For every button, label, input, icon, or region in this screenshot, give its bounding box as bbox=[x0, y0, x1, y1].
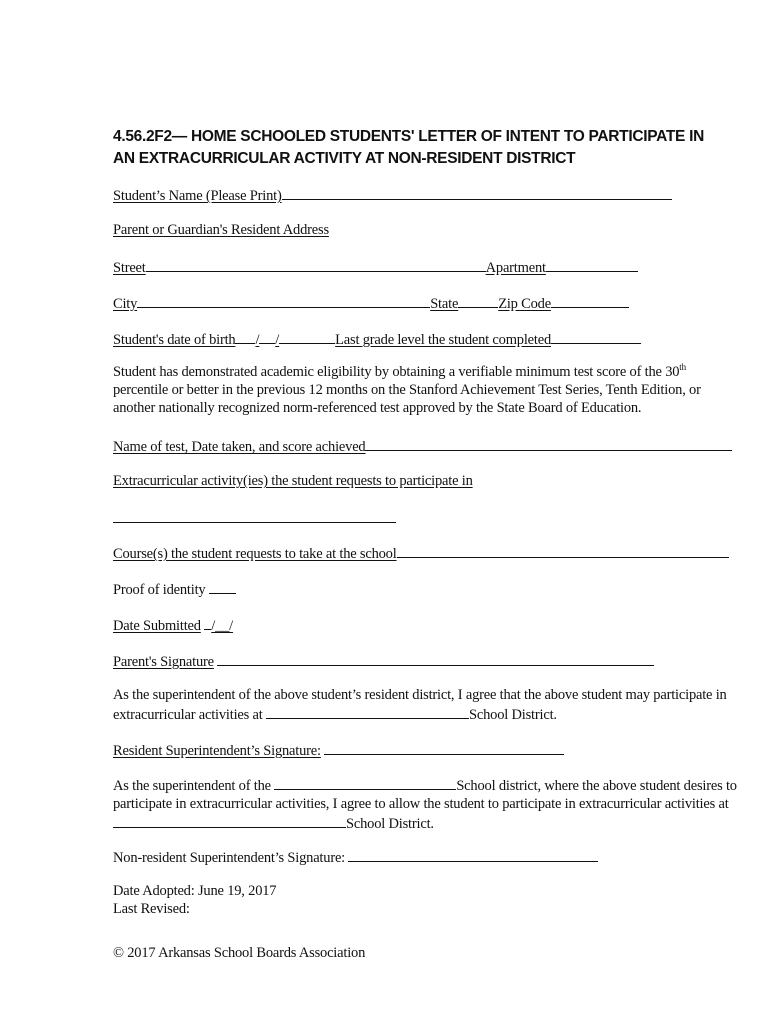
proof-label: Proof of identity bbox=[113, 582, 206, 598]
city-label: City bbox=[113, 296, 138, 312]
last-revised: Last Revised: bbox=[113, 901, 190, 917]
resident-agreement-text-2: School District. bbox=[469, 707, 557, 723]
dob-month-field[interactable] bbox=[235, 329, 255, 344]
nonresident-agreement-text-1: As the superintendent of the bbox=[113, 778, 275, 794]
student-name-field[interactable] bbox=[282, 185, 672, 200]
courses-field[interactable] bbox=[397, 543, 729, 558]
courses-label: Course(s) the student requests to take at the school bbox=[113, 546, 397, 562]
date-submitted-separators: /__/ bbox=[211, 618, 234, 634]
state-field[interactable] bbox=[458, 293, 498, 308]
date-submitted-row bbox=[113, 615, 233, 635]
street-field[interactable] bbox=[146, 257, 486, 272]
activities-label: Extracurricular activity(ies) the student requests to participate in bbox=[113, 473, 473, 489]
parent-signature-label: Parent's Signature bbox=[113, 654, 214, 670]
dob-day-field[interactable] bbox=[259, 329, 275, 344]
eligibility-paragraph bbox=[113, 363, 743, 417]
date-submitted-label: Date Submitted bbox=[113, 618, 201, 634]
test-info-label: Name of test, Date taken, and score achieved bbox=[113, 439, 366, 455]
city-field[interactable] bbox=[137, 293, 430, 308]
nonresident-agreement-paragraph bbox=[113, 775, 743, 833]
eligibility-superscript: th bbox=[679, 362, 686, 373]
activities-field[interactable] bbox=[113, 508, 396, 523]
apartment-field[interactable] bbox=[546, 257, 638, 272]
state-label: State bbox=[430, 296, 459, 312]
last-grade-field[interactable] bbox=[551, 329, 641, 344]
activities-blank-row bbox=[113, 508, 396, 528]
dob-separator-2: / bbox=[275, 332, 280, 348]
dob-year-field[interactable] bbox=[279, 329, 335, 344]
nonresident-district-field-1[interactable] bbox=[274, 775, 456, 790]
copyright-notice: © 2017 Arkansas School Boards Association bbox=[113, 945, 366, 961]
dob-label: Student's date of birth bbox=[113, 332, 236, 348]
street-label: Street bbox=[113, 260, 146, 276]
form-title-line-1: 4.56.2F2— HOME SCHOOLED STUDENTS' LETTER OF INTENT TO PARTICIPATE IN bbox=[113, 128, 704, 145]
city-row bbox=[113, 293, 629, 313]
apartment-label: Apartment bbox=[485, 260, 546, 276]
resident-signature-label: Resident Superintendent’s Signature: bbox=[113, 743, 321, 759]
eligibility-text-1: Student has demonstrated academic eligibility by obtaining a verifiable minimum test score of the 30 bbox=[113, 364, 680, 380]
parent-address-row bbox=[113, 221, 329, 239]
zip-field[interactable] bbox=[551, 293, 629, 308]
form-title bbox=[113, 126, 753, 170]
proof-field[interactable] bbox=[209, 579, 236, 594]
parent-signature-field[interactable] bbox=[217, 651, 654, 666]
zip-label: Zip Code bbox=[498, 296, 551, 312]
student-name-label: Student’s Name (Please Print) bbox=[113, 188, 282, 204]
test-info-row bbox=[113, 436, 732, 456]
proof-row bbox=[113, 579, 236, 599]
form-title-line-2: AN EXTRACURRICULAR ACTIVITY AT NON-RESIDENT DISTRICT bbox=[113, 150, 576, 167]
parent-signature-row bbox=[113, 651, 654, 671]
nonresident-signature-label: Non-resident Superintendent’s Signature: bbox=[113, 850, 346, 866]
resident-agreement-text-1: As the superintendent of the above student’s resident district, I agree that the above student may participate in extracurricular activities at bbox=[113, 687, 727, 723]
parent-address-label: Parent or Guardian's Resident Address bbox=[113, 222, 329, 238]
test-info-field[interactable] bbox=[365, 436, 732, 451]
nonresident-signature-row bbox=[113, 847, 598, 867]
dob-separator-1: / bbox=[255, 332, 260, 348]
resident-signature-row bbox=[113, 740, 564, 760]
nonresident-signature-field[interactable] bbox=[348, 847, 598, 862]
activities-row bbox=[113, 472, 473, 490]
resident-signature-field[interactable] bbox=[324, 740, 564, 755]
student-name-row bbox=[113, 185, 672, 205]
nonresident-agreement-text-3: School District. bbox=[346, 816, 434, 832]
date-adopted: Date Adopted: June 19, 2017 bbox=[113, 883, 277, 899]
dob-row bbox=[113, 329, 641, 349]
nonresident-district-field-2[interactable] bbox=[113, 813, 346, 828]
nonresident-agreement-text-2: School district, where the above student desires to participate in extracurricular activities, I agree to allow the student to participate in extracurricular activities at bbox=[113, 778, 737, 812]
resident-district-field[interactable] bbox=[266, 704, 469, 719]
street-row bbox=[113, 257, 638, 277]
eligibility-text-2: percentile or better in the previous 12 months on the Stanford Achievement Test Series, Tenth Edition, or another nationally recognized norm-referenced test approved by the State Board of Education. bbox=[113, 382, 701, 416]
courses-row bbox=[113, 543, 729, 563]
resident-agreement-paragraph bbox=[113, 686, 743, 724]
last-grade-label: Last grade level the student completed bbox=[335, 332, 552, 348]
